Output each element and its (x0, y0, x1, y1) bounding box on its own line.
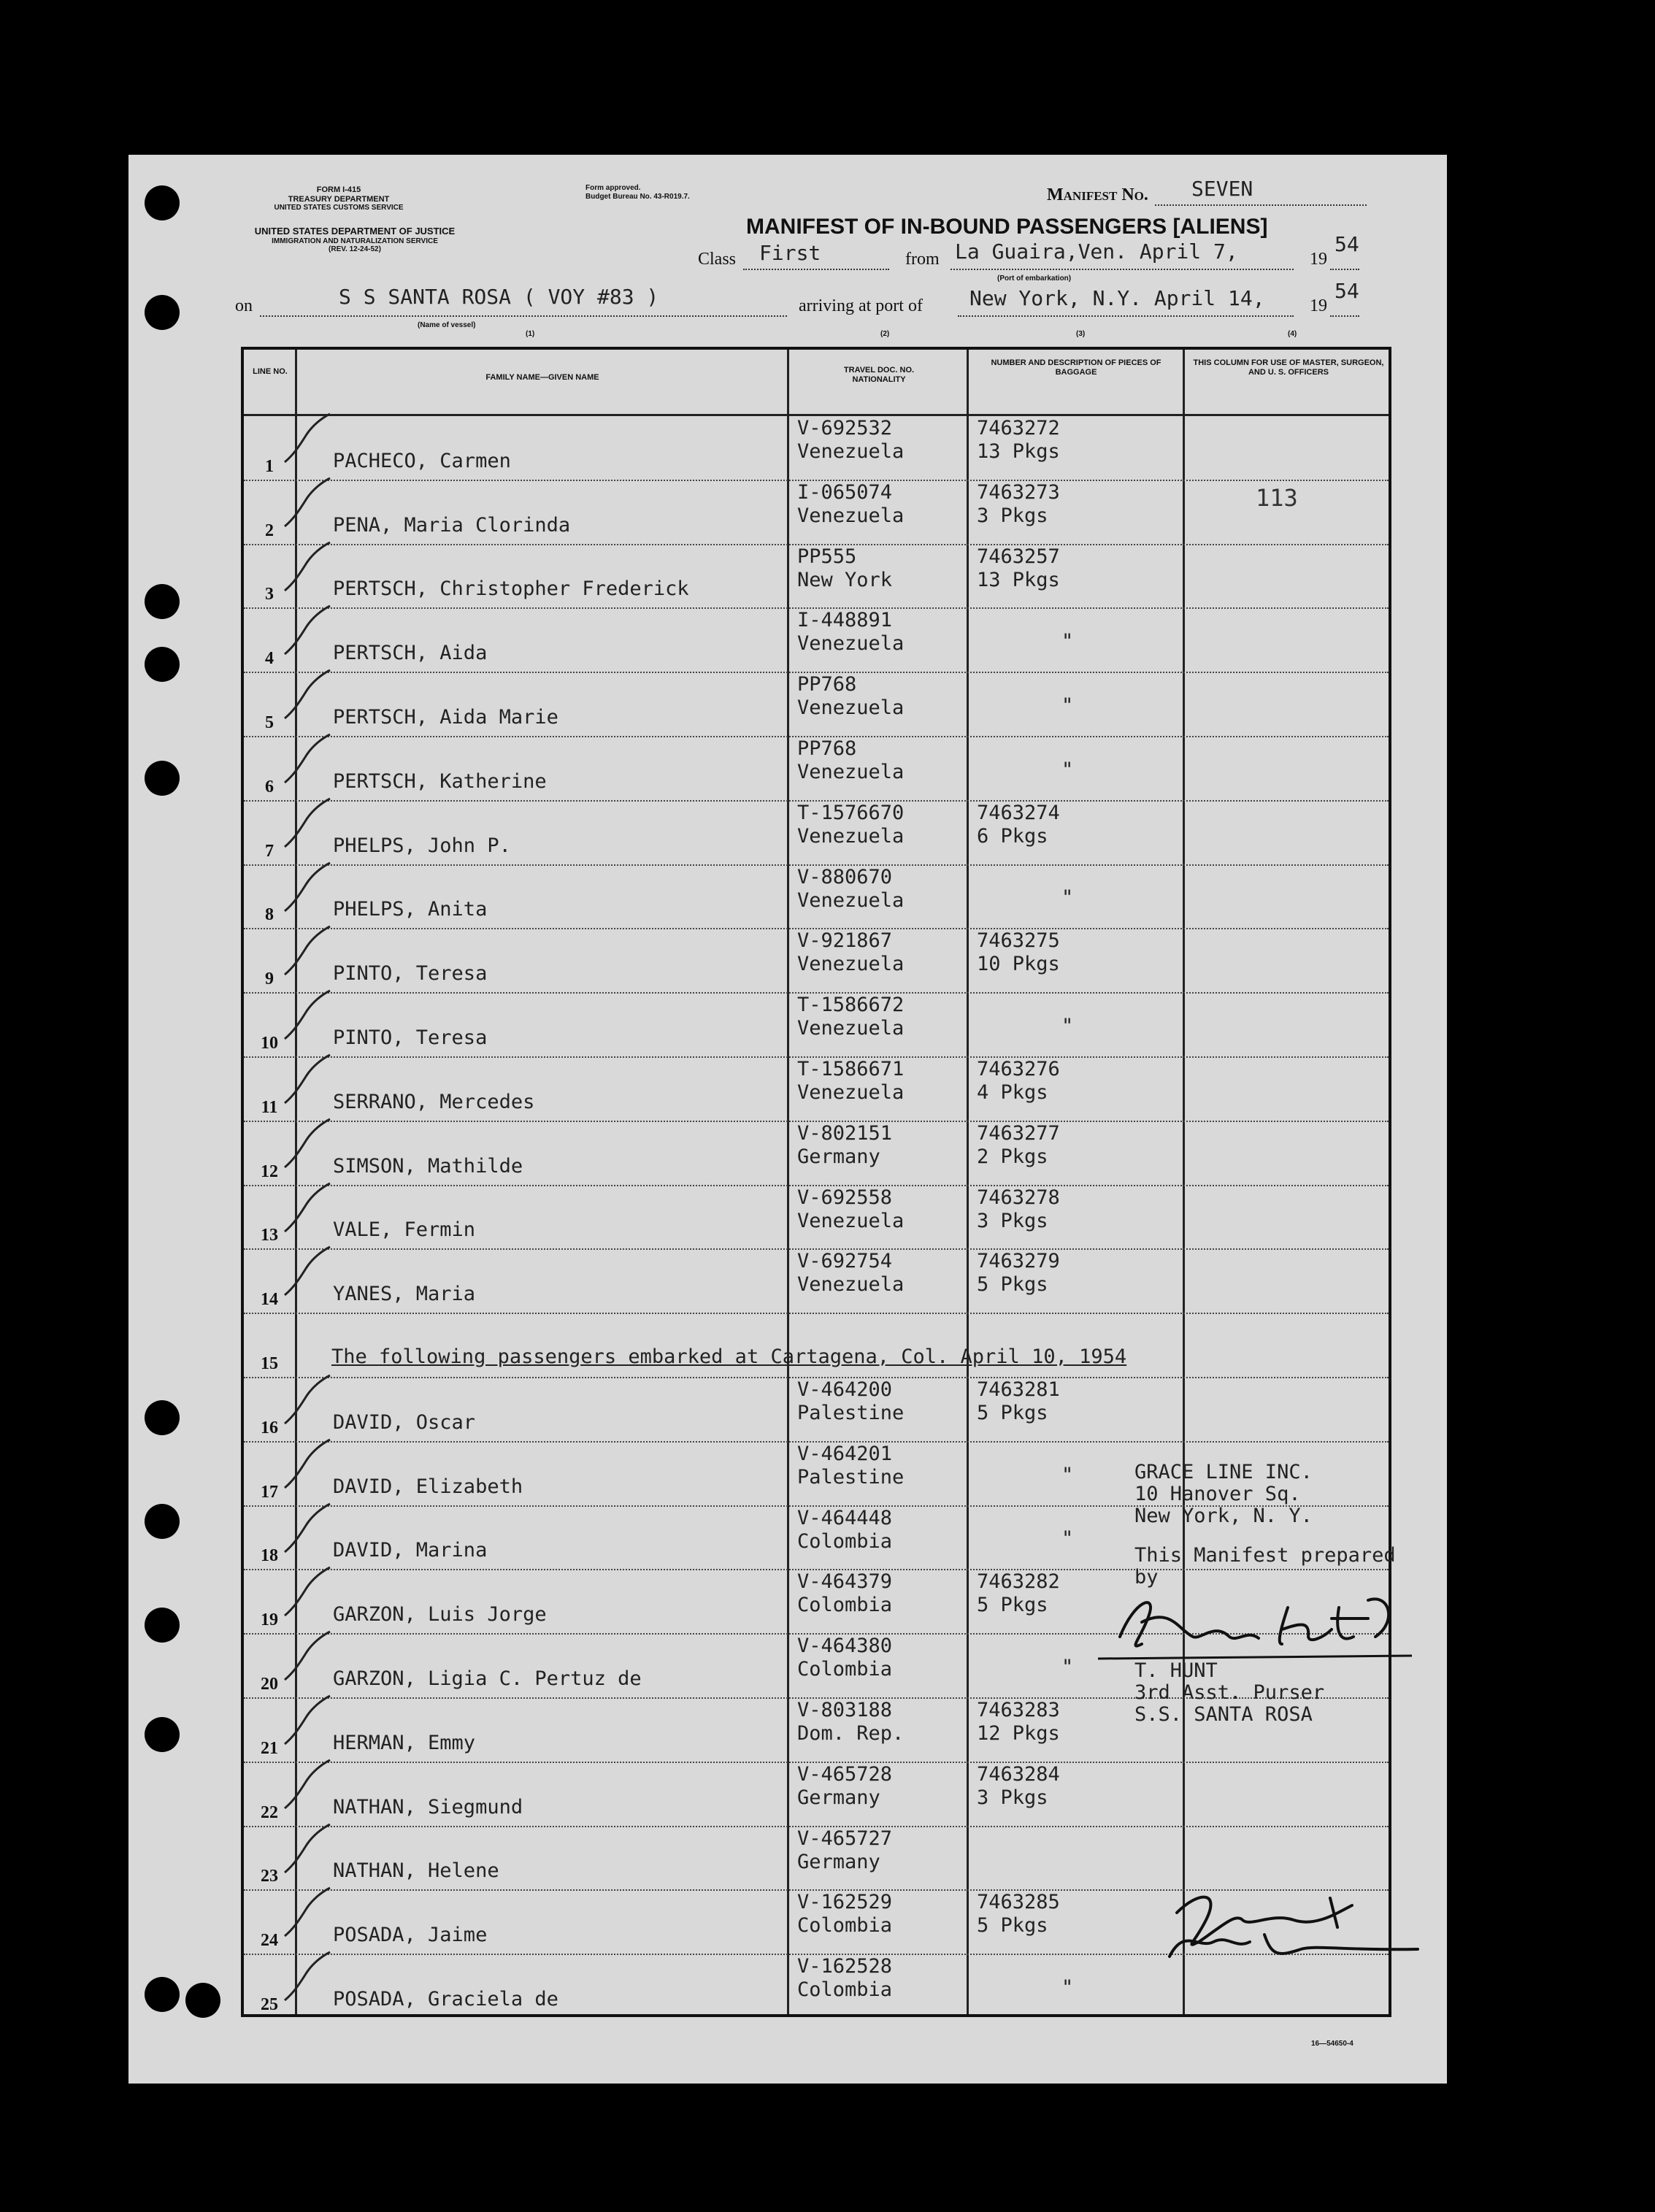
travel-doc-number: V-465728 (797, 1762, 893, 1786)
binder-hole (145, 1608, 180, 1643)
passenger-name: NATHAN, Helene (333, 1859, 499, 1883)
passenger-name: PHELPS, John P. (333, 834, 511, 857)
check-mark-icon (280, 796, 331, 854)
footer-code: 16—54650-4 (1311, 2040, 1353, 2048)
year2-label: 19 (1310, 296, 1327, 315)
form-number: FORM I-415 (316, 185, 361, 194)
approved-label: Form approved. (585, 184, 641, 192)
binder-hole (145, 1504, 180, 1539)
ditto-mark: " (1061, 1527, 1074, 1551)
check-mark-icon (280, 988, 331, 1046)
col-num-1: (1) (526, 330, 535, 338)
travel-doc-number: T-1586671 (797, 1058, 905, 1080)
nationality: Venezuela (797, 888, 905, 912)
passenger-name: HERMAN, Emmy (333, 1731, 476, 1754)
check-mark-icon (280, 1757, 331, 1816)
purser-block (1134, 1660, 1324, 1726)
line-number: 7 (265, 841, 274, 861)
baggage-pieces: 5 Pkgs (977, 1914, 1048, 1938)
grace-line-name: GRACE LINE INC. (1134, 1461, 1313, 1483)
table-row (244, 544, 1389, 610)
baggage-number: 7463278 (977, 1186, 1060, 1209)
nationality: Germany (797, 1850, 880, 1873)
passenger-name: PERTSCH, Katherine (333, 769, 547, 793)
check-mark-icon (280, 1116, 331, 1175)
line-number: 10 (261, 1033, 278, 1053)
baggage-number: 7463274 (977, 801, 1060, 824)
year-line (1330, 269, 1359, 270)
year-label: 19 (1310, 250, 1327, 269)
nationality: Colombia (797, 1914, 893, 1938)
ditto-mark: " (1061, 886, 1074, 910)
binder-hole (145, 584, 180, 619)
baggage-pieces: 5 Pkgs (977, 1273, 1048, 1297)
line-number: 20 (261, 1674, 278, 1694)
from-label: from (905, 250, 940, 269)
nationality: Germany (797, 1786, 880, 1809)
customs-service: UNITED STATES CUSTOMS SERVICE (274, 204, 404, 212)
prepared-label: This Manifest prepared (1134, 1544, 1396, 1567)
travel-doc-number: V-464379 (797, 1570, 893, 1594)
travel-doc-number: V-465727 (797, 1827, 893, 1850)
col-header-name: FAMILY NAME—GIVEN NAME (485, 373, 599, 382)
nationality: Venezuela (797, 824, 905, 848)
table-row (244, 1762, 1389, 1827)
baggage-number: 7463281 (977, 1378, 1060, 1401)
passenger-name: SIMSON, Mathilde (333, 1154, 523, 1178)
baggage-number: 7463284 (977, 1762, 1060, 1786)
purser-name: T. HUNT (1134, 1659, 1218, 1682)
passenger-table (241, 347, 1391, 2017)
travel-doc-number: V-692754 (797, 1250, 893, 1273)
travel-doc-number: V-464201 (797, 1442, 893, 1465)
grace-line-city: New York, N. Y. (1134, 1505, 1313, 1527)
travel-doc-number: V-464448 (797, 1506, 893, 1529)
passenger-name: NATHAN, Siegmund (333, 1795, 523, 1819)
check-mark-icon (280, 1244, 331, 1302)
baggage-pieces: 4 Pkgs (977, 1081, 1048, 1104)
check-mark-icon (280, 1501, 331, 1559)
year-value: 54 (1335, 232, 1359, 256)
manifest-no-value: SEVEN (1191, 177, 1253, 201)
ditto-mark: " (1061, 1463, 1074, 1486)
line-number: 6 (265, 777, 274, 796)
treasury-dept: TREASURY DEPARTMENT (288, 194, 390, 204)
table-row (244, 1826, 1389, 1892)
passenger-name: PENA, Maria Clorinda (333, 513, 571, 537)
form-approved (585, 184, 690, 201)
passenger-name: PHELPS, Anita (333, 898, 488, 921)
binder-hole (145, 1400, 180, 1435)
manifest-title: MANIFEST OF IN-BOUND PASSENGERS [ALIENS] (746, 215, 1268, 239)
table-row (244, 480, 1389, 545)
binder-hole (145, 185, 180, 220)
passenger-name: POSADA, Jaime (333, 1924, 488, 1947)
nationality: Venezuela (797, 504, 905, 527)
baggage-number: 7463277 (977, 1121, 1060, 1145)
line-number: 24 (261, 1931, 278, 1951)
manifest-no-label: Manifest No. (1047, 185, 1148, 204)
line-number: 14 (261, 1290, 278, 1310)
check-mark-icon (280, 1564, 331, 1623)
col-header-baggage: NUMBER AND DESCRIPTION OF PIECES OF BAGGAGE (991, 358, 1161, 377)
line-number: 19 (261, 1610, 278, 1630)
ditto-mark: " (1061, 630, 1074, 653)
col-num-4: (4) (1288, 330, 1297, 338)
purser-ship: S.S. SANTA ROSA (1134, 1703, 1313, 1726)
travel-doc-number: PP555 (797, 545, 857, 568)
col-header-line: LINE NO. (253, 367, 288, 376)
table-row (244, 864, 1389, 930)
line-number: 2 (265, 521, 274, 540)
table-row (244, 607, 1389, 673)
check-mark-icon (280, 1629, 331, 1687)
travel-doc-number: V-162528 (797, 1955, 893, 1978)
baggage-number: 7463282 (977, 1570, 1060, 1594)
passenger-name: GARZON, Luis Jorge (333, 1603, 547, 1627)
line-number: 11 (261, 1097, 278, 1117)
signature-thomas-hunt (1091, 1586, 1412, 1666)
table-row (244, 1313, 1389, 1378)
table-row (244, 1248, 1389, 1314)
year2-line (1330, 315, 1359, 317)
budget-label: Budget Bureau No. 43-R019.7. (585, 192, 690, 201)
table-row (244, 672, 1389, 737)
on-label: on (235, 296, 253, 315)
line-number: 23 (261, 1867, 278, 1886)
port-embark-label: (Port of embarkation) (997, 274, 1072, 283)
baggage-pieces: 3 Pkgs (977, 504, 1048, 527)
table-row (244, 928, 1389, 994)
table-row (244, 1377, 1389, 1443)
ditto-mark: " (1061, 1975, 1074, 1999)
travel-doc-number: V-692558 (797, 1186, 893, 1209)
passenger-name: PERTSCH, Christopher Frederick (333, 577, 689, 601)
nationality: Germany (797, 1145, 880, 1168)
check-mark-icon (280, 860, 331, 918)
passenger-name: YANES, Maria (333, 1283, 476, 1306)
ditto-mark: " (1061, 1014, 1074, 1037)
check-mark-icon (280, 667, 331, 726)
passenger-name: PERTSCH, Aida (333, 642, 488, 665)
travel-doc-number: V-464380 (797, 1635, 893, 1658)
rev-label: (REV. 12-24-52) (329, 245, 381, 254)
manifest-page (128, 155, 1447, 2084)
table-row (244, 1185, 1389, 1251)
binder-hole (185, 1983, 220, 2018)
baggage-number: 7463279 (977, 1250, 1060, 1273)
table-row (244, 992, 1389, 1058)
class-value: First (759, 241, 821, 265)
table-body (244, 415, 1389, 2014)
travel-doc-number: V-464200 (797, 1378, 893, 1401)
check-mark-icon (280, 1372, 331, 1431)
baggage-pieces: 13 Pkgs (977, 440, 1060, 463)
line-number: 12 (261, 1161, 278, 1181)
nationality: Venezuela (797, 440, 905, 463)
col-num-3: (3) (1076, 330, 1086, 338)
prepared-by-label: by (1134, 1566, 1159, 1589)
passenger-name: DAVID, Elizabeth (333, 1475, 523, 1498)
manifest-no-line (1155, 204, 1367, 206)
from-value: La Guaira,Ven. April 7, (955, 239, 1238, 264)
table-header (244, 350, 1389, 416)
travel-doc-number: T-1586672 (797, 994, 905, 1017)
passenger-name: PACHECO, Carmen (333, 449, 511, 472)
passenger-name: POSADA, Graciela de (333, 1987, 558, 2011)
line-number: 18 (261, 1546, 278, 1566)
passenger-name: GARZON, Ligia C. Pertuz de (333, 1667, 642, 1690)
check-mark-icon (280, 411, 331, 469)
binder-hole (145, 295, 180, 330)
doj-label: UNITED STATES DEPARTMENT OF JUSTICE (254, 226, 456, 237)
table-row (244, 800, 1389, 866)
passenger-name: PINTO, Teresa (333, 962, 488, 986)
passenger-name: DAVID, Marina (333, 1539, 488, 1562)
baggage-pieces: 6 Pkgs (977, 824, 1048, 848)
col-header-officers: THIS COLUMN FOR USE OF MASTER, SURGEON, AND U. S. OFFICERS (1193, 358, 1384, 377)
nationality: Venezuela (797, 632, 905, 656)
baggage-pieces: 2 Pkgs (977, 1145, 1048, 1168)
table-row (244, 1121, 1389, 1186)
form-header-left (229, 185, 448, 212)
passenger-name: DAVID, Oscar (333, 1410, 476, 1434)
baggage-pieces: 10 Pkgs (977, 953, 1060, 976)
nationality: Palestine (797, 1465, 905, 1489)
travel-doc-number: V-921867 (797, 929, 893, 953)
check-mark-icon (280, 475, 331, 534)
travel-doc-number: V-802151 (797, 1121, 893, 1145)
check-mark-icon (280, 1437, 331, 1495)
baggage-pieces: 12 Pkgs (977, 1722, 1060, 1745)
baggage-number: 7463272 (977, 417, 1060, 439)
line-number: 16 (261, 1418, 278, 1437)
travel-doc-number: V-692532 (797, 417, 893, 439)
nationality: New York (797, 568, 893, 591)
check-mark-icon (280, 1180, 331, 1239)
check-mark-icon (280, 1885, 331, 1943)
check-mark-icon (280, 1949, 331, 2008)
passenger-name: SERRANO, Mercedes (333, 1090, 535, 1113)
vessel-name-label: (Name of vessel) (418, 321, 476, 329)
nationality: Venezuela (797, 1081, 905, 1104)
ditto-mark: " (1061, 1655, 1074, 1678)
travel-doc-number: PP768 (797, 737, 857, 760)
baggage-pieces: 3 Pkgs (977, 1786, 1048, 1809)
baggage-pieces: 3 Pkgs (977, 1209, 1048, 1232)
col-num-2: (2) (880, 330, 890, 338)
travel-doc-number: PP768 (797, 673, 857, 696)
table-row (244, 415, 1389, 481)
binder-hole (145, 1717, 180, 1752)
line-number: 13 (261, 1226, 278, 1245)
check-mark-icon (280, 1821, 331, 1880)
baggage-number: 7463273 (977, 480, 1060, 504)
grace-line-address: 10 Hanover Sq. (1134, 1483, 1301, 1505)
baggage-number: 7463275 (977, 929, 1060, 953)
nationality: Venezuela (797, 953, 905, 976)
check-mark-icon (280, 1693, 331, 1751)
line-number: 9 (265, 969, 274, 989)
line-number: 4 (265, 649, 274, 669)
travel-doc-number: V-162529 (797, 1891, 893, 1914)
travel-doc-number: I-448891 (797, 609, 893, 632)
baggage-pieces: 5 Pkgs (977, 1594, 1048, 1617)
line-number: 25 (261, 1994, 278, 2014)
nationality: Colombia (797, 1594, 893, 1617)
embarkation-note: The following passengers embarked at Cartagena, Col. April 10, 1954 (331, 1345, 1127, 1368)
vessel-value: S S SANTA ROSA ( VOY #83 ) (339, 285, 659, 309)
baggage-number: 7463285 (977, 1891, 1060, 1914)
arriving-value: New York, N.Y. April 14, (969, 286, 1265, 310)
binder-hole (145, 1977, 180, 2012)
year2-value: 54 (1335, 279, 1359, 303)
line-number: 17 (261, 1482, 278, 1502)
nationality: Venezuela (797, 1017, 905, 1040)
grace-line-notes (1134, 1462, 1396, 1589)
line-number: 8 (265, 905, 274, 925)
travel-doc-number: V-880670 (797, 865, 893, 888)
ditto-mark: " (1061, 694, 1074, 717)
passenger-name: VALE, Fermin (333, 1218, 476, 1242)
baggage-number: 7463257 (977, 545, 1060, 568)
check-mark-icon (280, 1052, 331, 1110)
nationality: Palestine (797, 1402, 905, 1424)
class-line (743, 269, 889, 270)
table-row (244, 1056, 1389, 1122)
from-line (951, 269, 1294, 270)
line-number: 3 (265, 585, 274, 604)
baggage-pieces: 13 Pkgs (977, 568, 1060, 591)
doj-header (231, 226, 479, 254)
nationality: Venezuela (797, 1209, 905, 1232)
ditto-mark: " (1061, 758, 1074, 781)
nationality: Colombia (797, 1658, 893, 1681)
ins-label: IMMIGRATION AND NATURALIZATION SERVICE (272, 237, 438, 245)
vessel-line (260, 315, 787, 317)
nationality: Colombia (797, 1978, 893, 2002)
purser-title: 3rd Asst. Purser (1134, 1681, 1325, 1704)
travel-doc-number: V-803188 (797, 1699, 893, 1721)
baggage-number: 7463276 (977, 1058, 1060, 1080)
arriving-line (958, 315, 1294, 317)
class-label: Class (698, 250, 737, 269)
officer-signature (1155, 1883, 1432, 1971)
baggage-pieces: 5 Pkgs (977, 1402, 1048, 1424)
line-number: 21 (261, 1738, 278, 1758)
nationality: Dom. Rep. (797, 1722, 905, 1745)
nationality: Venezuela (797, 696, 905, 720)
nationality: Venezuela (797, 1273, 905, 1297)
baggage-number: 7463283 (977, 1699, 1060, 1721)
binder-hole (145, 761, 180, 796)
travel-doc-number: I-065074 (797, 480, 893, 504)
passenger-name: PERTSCH, Aida Marie (333, 705, 558, 729)
check-mark-icon (280, 539, 331, 598)
nationality: Colombia (797, 1529, 893, 1553)
check-mark-icon (280, 603, 331, 661)
check-mark-icon (280, 923, 331, 982)
arriving-label: arriving at port of (799, 296, 923, 315)
check-mark-icon (280, 731, 331, 790)
binder-hole (145, 647, 180, 682)
nationality: Venezuela (797, 761, 905, 783)
travel-doc-number: T-1576670 (797, 801, 905, 824)
line-number: 15 (261, 1353, 278, 1373)
line-number: 5 (265, 713, 274, 732)
table-row (244, 736, 1389, 802)
col-header-doc: TRAVEL DOC. NO. NATIONALITY (843, 366, 915, 385)
line-number: 1 (265, 456, 274, 476)
passenger-name: PINTO, Teresa (333, 1026, 488, 1049)
officer-mark: 113 (1256, 484, 1298, 512)
line-number: 22 (261, 1802, 278, 1822)
